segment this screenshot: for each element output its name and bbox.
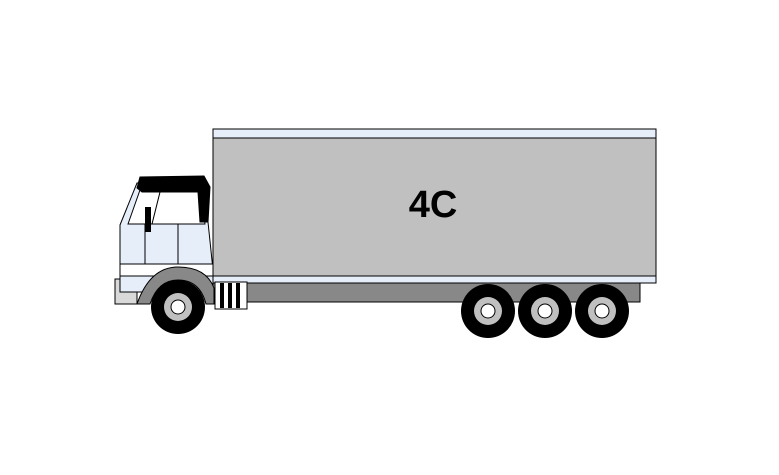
chassis-frame — [208, 282, 640, 302]
cab-step — [215, 282, 247, 309]
front-wheel-icon — [151, 280, 205, 334]
cargo-box-top-trim — [213, 129, 656, 138]
rear-wheel-icon-3 — [575, 284, 629, 338]
rear-wheel-icon-1 — [461, 284, 515, 338]
truck-label: 4C — [408, 184, 458, 226]
cargo-box-bottom-trim — [213, 276, 656, 283]
rear-wheel-icon-2 — [518, 284, 572, 338]
truck-icon — [115, 129, 656, 338]
mirror-icon — [145, 207, 151, 232]
cargo-box — [213, 129, 656, 283]
cab-windshield — [128, 190, 205, 224]
